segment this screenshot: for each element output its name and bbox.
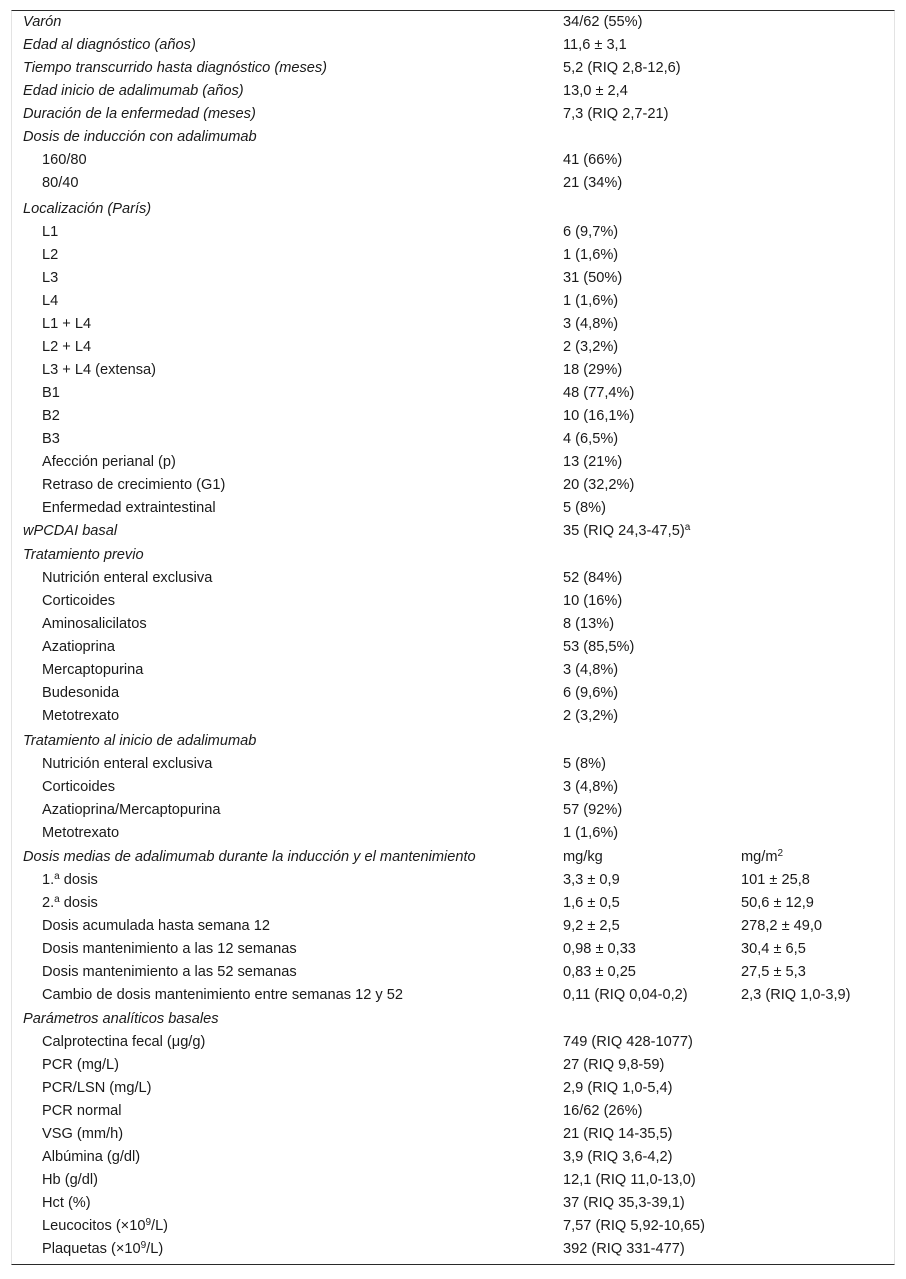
row-label-superscript: 9 — [145, 1217, 152, 1228]
row-value-secondary-text: 50,6 ± 12,9 — [741, 895, 814, 911]
row-label — [42, 799, 220, 822]
row-value-secondary-superscript: 2 — [777, 848, 784, 859]
row-value-text: 12,1 (RIQ 11,0-13,0) — [563, 1172, 696, 1188]
row-value — [563, 1146, 673, 1169]
row-value-superscript: a — [684, 522, 691, 533]
table-row — [12, 869, 894, 892]
row-value-text: 0,83 ± 0,25 — [563, 964, 636, 980]
row-label — [42, 705, 119, 728]
row-label-text: Edad al diagnóstico (años) — [23, 37, 196, 53]
row-value — [563, 11, 643, 34]
table-section-row — [12, 544, 894, 567]
row-value-text: 2 (3,2%) — [563, 708, 619, 724]
row-label-text: 1. — [42, 872, 55, 888]
row-label — [42, 984, 403, 1007]
row-value-text: 5,2 (RIQ 2,8-12,6) — [563, 60, 681, 76]
row-label — [42, 1215, 168, 1238]
row-label-text: Aminosalicilatos — [42, 616, 147, 632]
table-row — [12, 961, 894, 984]
row-value — [563, 451, 622, 474]
row-value — [563, 290, 618, 313]
row-label — [42, 172, 79, 195]
table-section-row — [12, 846, 894, 869]
row-label-text: Tratamiento previo — [23, 547, 144, 563]
row-value — [563, 221, 618, 244]
row-label — [42, 313, 91, 336]
row-value-text: 1,6 ± 0,5 — [563, 895, 620, 911]
row-value — [563, 267, 622, 290]
row-value-text: 8 (13%) — [563, 616, 615, 632]
row-value — [563, 938, 636, 961]
row-value — [563, 359, 622, 382]
row-label — [42, 636, 115, 659]
row-label — [42, 267, 58, 290]
table-row — [12, 1192, 894, 1215]
row-label — [42, 405, 60, 428]
row-value — [563, 1031, 693, 1054]
row-label-text: Duración de la enfermedad (meses) — [23, 106, 256, 122]
row-value — [563, 336, 618, 359]
row-label-text: L1 — [42, 224, 59, 240]
row-value-text: 0,98 ± 0,33 — [563, 941, 636, 957]
table-row — [12, 822, 894, 845]
row-label — [23, 11, 61, 34]
row-label-text: Corticoides — [42, 593, 115, 609]
table-row — [12, 659, 894, 682]
table-row — [12, 1100, 894, 1123]
row-label-text: PCR/LSN (mg/L) — [42, 1080, 152, 1096]
row-label — [42, 1100, 121, 1123]
table-row — [12, 336, 894, 359]
row-value-text: 1 (1,6%) — [563, 247, 619, 263]
row-value-text: 35 (RIQ 24,3-47,5) — [563, 523, 685, 539]
table-row — [12, 613, 894, 636]
row-value-secondary — [741, 869, 810, 892]
row-label-suffix: dosis — [59, 895, 98, 911]
row-label-text: Nutrición enteral exclusiva — [42, 756, 213, 772]
row-label — [23, 198, 151, 221]
table-row — [12, 1169, 894, 1192]
row-value-text: 3 (4,8%) — [563, 316, 619, 332]
row-value — [563, 244, 618, 267]
table-section-row — [12, 1008, 894, 1031]
row-label-text: Corticoides — [42, 779, 115, 795]
row-label — [42, 149, 87, 172]
row-label-text: Metotrexato — [42, 708, 120, 724]
row-value-text: 57 (92%) — [563, 802, 623, 818]
row-label-text: Dosis mantenimiento a las 12 semanas — [42, 941, 297, 957]
row-value-text: 2,9 (RIQ 1,0-5,4) — [563, 1080, 673, 1096]
row-label — [42, 1238, 163, 1261]
table-section-row — [12, 520, 894, 543]
row-value — [563, 149, 622, 172]
table-row — [12, 359, 894, 382]
table-section-row — [12, 198, 894, 221]
table-row — [12, 313, 894, 336]
row-label-text: Azatioprina — [42, 639, 116, 655]
table-section-row — [12, 126, 894, 149]
row-value — [563, 682, 618, 705]
row-label-text: Retraso de crecimiento (G1) — [42, 477, 226, 493]
row-value-text: 3,3 ± 0,9 — [563, 872, 620, 888]
row-label-text: Leucocitos (×10 — [42, 1218, 146, 1234]
row-label — [42, 659, 143, 682]
row-value-text: 21 (34%) — [563, 175, 623, 191]
row-label — [42, 892, 98, 915]
table-row — [12, 984, 894, 1007]
row-value-text: 7,57 (RIQ 5,92-10,65) — [563, 1218, 705, 1234]
row-label-text: Azatioprina/Mercaptopurina — [42, 802, 221, 818]
row-value — [563, 428, 618, 451]
table-section-row — [12, 34, 894, 57]
table-row — [12, 1238, 894, 1261]
row-label-text: Edad inicio de adalimumab (años) — [23, 83, 244, 99]
row-value-text: 3,9 (RIQ 3,6-4,2) — [563, 1149, 673, 1165]
row-label-text: Metotrexato — [42, 825, 120, 841]
row-label-text: Enfermedad extraintestinal — [42, 500, 216, 516]
row-label-text: Afección perianal (p) — [42, 454, 176, 470]
table-row — [12, 799, 894, 822]
row-value-text: 4 (6,5%) — [563, 431, 619, 447]
row-label — [42, 1169, 98, 1192]
row-value-text: 16/62 (26%) — [563, 1103, 643, 1119]
table-row — [12, 590, 894, 613]
row-value — [563, 613, 614, 636]
row-label-text: L1 + L4 — [42, 316, 92, 332]
row-label — [42, 428, 60, 451]
row-label-text: Dosis acumulada hasta semana 12 — [42, 918, 270, 934]
row-label-text: Budesonida — [42, 685, 120, 701]
row-label — [42, 221, 58, 244]
row-label — [23, 34, 196, 57]
row-value — [563, 846, 603, 869]
row-label-text: Mercaptopurina — [42, 662, 144, 678]
table-row — [12, 497, 894, 520]
row-label — [42, 1031, 205, 1054]
row-value-secondary-text: mg/m — [741, 849, 778, 865]
row-label — [23, 730, 256, 753]
row-value-text: 27 (RIQ 9,8-59) — [563, 1057, 665, 1073]
row-label-suffix: dosis — [59, 872, 98, 888]
table-section-row — [12, 80, 894, 103]
row-value-text: 13 (21%) — [563, 454, 623, 470]
row-value-text: 11,6 ± 3,1 — [563, 37, 627, 53]
row-label-text: Dosis mantenimiento a las 52 semanas — [42, 964, 297, 980]
row-label-text: VSG (mm/h) — [42, 1126, 124, 1142]
row-value-secondary — [741, 961, 806, 984]
row-label-text: L3 — [42, 270, 59, 286]
row-value — [563, 1054, 664, 1077]
row-value-text: 37 (RIQ 35,3-39,1) — [563, 1195, 685, 1211]
row-value-text: 1 (1,6%) — [563, 825, 619, 841]
table-row — [12, 1146, 894, 1169]
row-label-text: Nutrición enteral exclusiva — [42, 570, 213, 586]
row-value — [563, 705, 618, 728]
row-label-superscript: a — [54, 894, 60, 905]
row-value-text: 10 (16%) — [563, 593, 623, 609]
table-row — [12, 705, 894, 728]
row-label-text: L2 — [42, 247, 59, 263]
row-value — [563, 172, 622, 195]
row-value — [563, 1215, 705, 1238]
row-value — [563, 915, 620, 938]
row-value-secondary-text: 278,2 ± 49,0 — [741, 918, 823, 934]
row-value — [563, 1077, 673, 1100]
row-value-text: mg/kg — [563, 849, 603, 865]
row-value-text: 48 (77,4%) — [563, 385, 635, 401]
row-value-text: 52 (84%) — [563, 570, 623, 586]
row-label-text: Tratamiento al inicio de adalimumab — [23, 733, 257, 749]
row-label — [23, 126, 257, 149]
row-label — [42, 938, 297, 961]
row-value — [563, 1238, 685, 1261]
row-label-text: B2 — [42, 408, 60, 424]
row-value-text: 13,0 ± 2,4 — [563, 83, 628, 99]
row-value — [563, 497, 606, 520]
row-label — [23, 103, 256, 126]
row-label-text: Hb (g/dl) — [42, 1172, 98, 1188]
row-value — [563, 892, 620, 915]
row-label-text: Hct (%) — [42, 1195, 91, 1211]
table-row — [12, 1077, 894, 1100]
table-row — [12, 244, 894, 267]
row-label-text: B3 — [42, 431, 60, 447]
table-row — [12, 892, 894, 915]
row-label-text: Calprotectina fecal (μg/g) — [42, 1034, 206, 1050]
row-value-text: 5 (8%) — [563, 500, 606, 516]
row-value — [563, 313, 618, 336]
row-label — [42, 822, 119, 845]
row-value — [563, 753, 606, 776]
row-value-text: 31 (50%) — [563, 270, 623, 286]
row-value-secondary-text: 27,5 ± 5,3 — [741, 964, 806, 980]
row-value — [563, 590, 622, 613]
row-value-secondary — [741, 984, 851, 1007]
row-label — [42, 474, 225, 497]
row-label — [23, 80, 244, 103]
table-row — [12, 267, 894, 290]
row-value-secondary-text: 30,4 ± 6,5 — [741, 941, 806, 957]
table-row — [12, 682, 894, 705]
row-value — [563, 1169, 696, 1192]
row-label-text: Localización (París) — [23, 201, 152, 217]
row-label — [42, 753, 212, 776]
row-value-text: 6 (9,7%) — [563, 224, 619, 240]
row-label — [42, 776, 115, 799]
row-value-text: 20 (32,2%) — [563, 477, 635, 493]
row-value-text: 3 (4,8%) — [563, 779, 619, 795]
row-label-text: PCR normal — [42, 1103, 122, 1119]
row-label-text: Albúmina (g/dl) — [42, 1149, 141, 1165]
table-row — [12, 382, 894, 405]
row-value-text: 53 (85,5%) — [563, 639, 635, 655]
table-row — [12, 636, 894, 659]
table-section-row — [12, 730, 894, 753]
row-value — [563, 382, 634, 405]
row-value-secondary — [741, 915, 822, 938]
row-value-secondary-text: 101 ± 25,8 — [741, 872, 810, 888]
row-label-text: 160/80 — [42, 152, 87, 168]
row-label — [23, 520, 117, 543]
row-value-text: 21 (RIQ 14-35,5) — [563, 1126, 673, 1142]
row-label — [42, 244, 58, 267]
table-row — [12, 915, 894, 938]
row-value-text: 18 (29%) — [563, 362, 623, 378]
row-label — [42, 915, 270, 938]
row-value-text: 10 (16,1%) — [563, 408, 635, 424]
row-label — [42, 359, 156, 382]
row-value-text: 0,11 (RIQ 0,04-0,2) — [563, 987, 688, 1003]
row-value-text: 3 (4,8%) — [563, 662, 619, 678]
row-label — [42, 590, 115, 613]
table-row — [12, 1215, 894, 1238]
row-label — [23, 1008, 219, 1031]
table-row — [12, 172, 894, 195]
row-value-text: 9,2 ± 2,5 — [563, 918, 620, 934]
row-value-secondary-text: 2,3 (RIQ 1,0-3,9) — [741, 987, 851, 1003]
row-label-text: Dosis de inducción con adalimumab — [23, 129, 257, 145]
row-label — [42, 451, 176, 474]
table-row — [12, 938, 894, 961]
table-row — [12, 428, 894, 451]
row-value — [563, 57, 681, 80]
row-label — [42, 1077, 151, 1100]
row-value — [563, 520, 690, 543]
row-value — [563, 1100, 643, 1123]
table-section-row — [12, 57, 894, 80]
row-label — [23, 57, 327, 80]
row-value-text: 6 (9,6%) — [563, 685, 619, 701]
table-row — [12, 567, 894, 590]
row-label-suffix: /L) — [146, 1241, 164, 1257]
table-row — [12, 290, 894, 313]
row-value — [563, 822, 618, 845]
row-label — [42, 682, 119, 705]
table-row — [12, 451, 894, 474]
row-label-suffix: /L) — [151, 1218, 169, 1234]
row-label-superscript: 9 — [140, 1240, 147, 1251]
row-label-text: 2. — [42, 895, 55, 911]
row-label-text: 80/40 — [42, 175, 79, 191]
table-section-row — [12, 11, 894, 34]
table-row — [12, 474, 894, 497]
row-value — [563, 636, 634, 659]
row-label — [42, 613, 147, 636]
row-value — [563, 869, 620, 892]
row-value — [563, 567, 622, 590]
row-label — [42, 1054, 119, 1077]
row-label — [42, 336, 91, 359]
row-value-text: 1 (1,6%) — [563, 293, 619, 309]
row-label — [42, 1192, 91, 1215]
row-value — [563, 961, 636, 984]
table-row — [12, 1123, 894, 1146]
table-row — [12, 149, 894, 172]
row-label-text: wPCDAI basal — [23, 523, 118, 539]
row-label-text: PCR (mg/L) — [42, 1057, 120, 1073]
row-label-superscript: a — [54, 871, 60, 882]
row-value — [563, 1192, 685, 1215]
row-label-text: Tiempo transcurrido hasta diagnóstico (meses) — [23, 60, 328, 76]
row-label-text: Cambio de dosis mantenimiento entre semanas 12 y 52 — [42, 987, 403, 1003]
row-label-text: Parámetros analíticos basales — [23, 1011, 219, 1027]
row-label — [23, 846, 476, 869]
row-value-text: 7,3 (RIQ 2,7-21) — [563, 106, 669, 122]
row-label — [42, 290, 58, 313]
row-value-text: 749 (RIQ 428-1077) — [563, 1034, 693, 1050]
table-row — [12, 221, 894, 244]
row-value-secondary — [741, 892, 814, 915]
row-label — [42, 961, 297, 984]
row-label — [42, 567, 212, 590]
row-value — [563, 659, 618, 682]
row-value-text: 41 (66%) — [563, 152, 623, 168]
table-section-row — [12, 103, 894, 126]
row-label-text: Dosis medias de adalimumab durante la inducción y el mantenimiento — [23, 849, 476, 865]
row-label — [42, 497, 216, 520]
row-value — [563, 984, 688, 1007]
row-label-text: B1 — [42, 385, 60, 401]
baseline-characteristics-table — [11, 10, 895, 1265]
row-value-text: 2 (3,2%) — [563, 339, 619, 355]
row-label-text: L3 + L4 (extensa) — [42, 362, 156, 378]
row-value — [563, 103, 668, 126]
row-label — [42, 869, 98, 892]
row-value — [563, 1123, 673, 1146]
row-value-secondary — [741, 938, 806, 961]
row-value-text: 34/62 (55%) — [563, 14, 643, 30]
table-row — [12, 405, 894, 428]
row-value — [563, 799, 622, 822]
row-label — [42, 1146, 140, 1169]
row-value — [563, 80, 628, 103]
table-row — [12, 1054, 894, 1077]
row-value-secondary — [741, 846, 783, 869]
row-value — [563, 776, 618, 799]
row-label-text: Plaquetas (×10 — [42, 1241, 141, 1257]
row-value — [563, 34, 627, 57]
row-label-text: Varón — [23, 14, 62, 30]
table-row — [12, 1031, 894, 1054]
row-value-text: 5 (8%) — [563, 756, 606, 772]
row-value — [563, 474, 634, 497]
row-label-text: L4 — [42, 293, 59, 309]
row-value-text: 392 (RIQ 331-477) — [563, 1241, 685, 1257]
row-value — [563, 405, 634, 428]
table-row — [12, 753, 894, 776]
row-label — [42, 382, 60, 405]
row-label — [23, 544, 144, 567]
row-label-text: L2 + L4 — [42, 339, 92, 355]
table-row — [12, 776, 894, 799]
row-label — [42, 1123, 123, 1146]
